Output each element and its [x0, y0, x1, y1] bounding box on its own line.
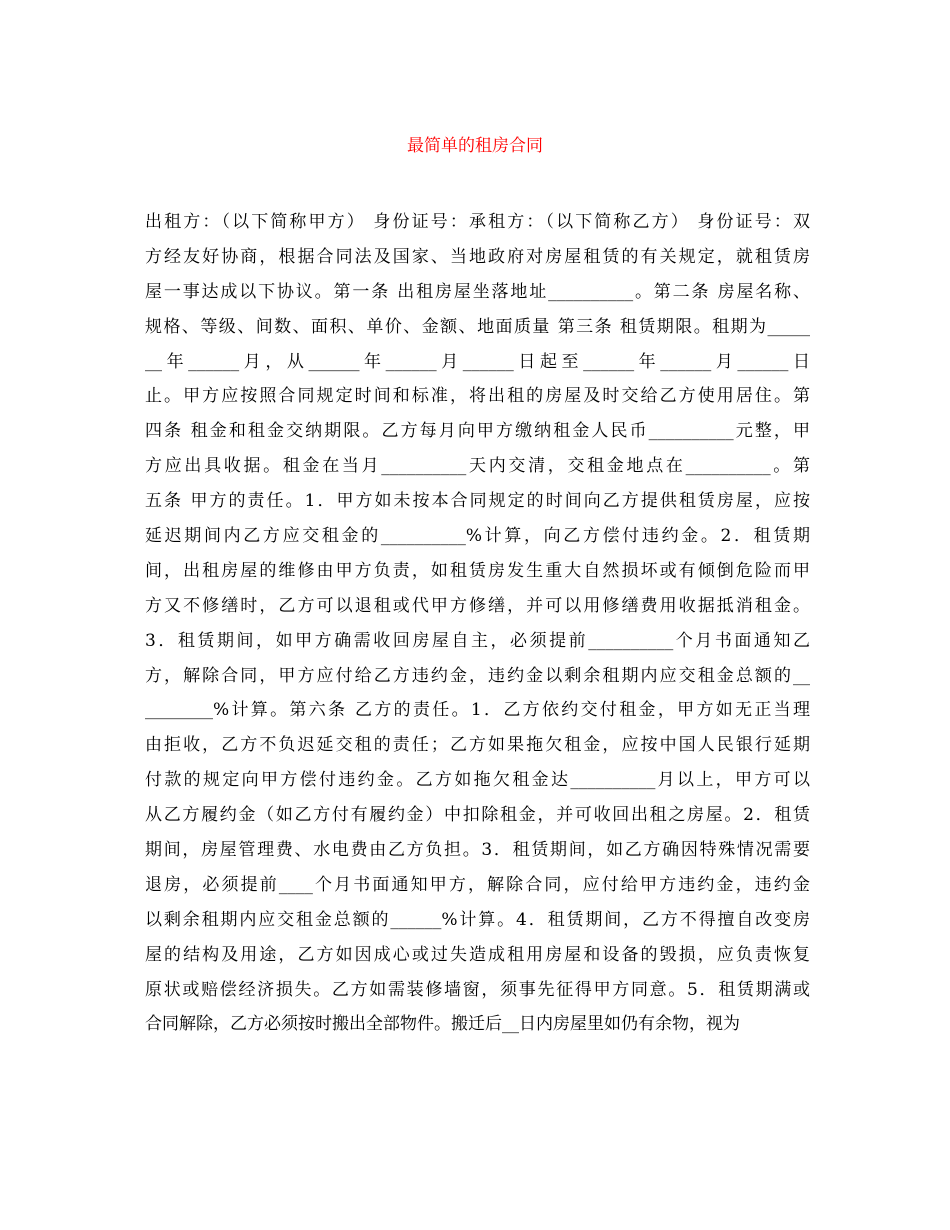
body-line: 从乙方履约金（如乙方付有履约金）中扣除租金，并可收回出租之房屋。2．租赁 — [145, 805, 810, 826]
body-line: 3．租赁期间，如甲方确需收回房屋自主，必须提前__________个月书面通知乙 — [145, 630, 810, 651]
body-line: 方经友好协商，根据合同法及国家、当地政府对房屋租赁的有关规定，就租赁房 — [145, 246, 810, 267]
body-line: 退房，必须提前____个月书面通知甲方，解除合同，应付给甲方违约金，违约金 — [145, 874, 810, 895]
body-line: 付款的规定向甲方偿付违约金。乙方如拖欠租金达__________月以上，甲方可以 — [145, 770, 810, 791]
body-line: 原状或赔偿经济损失。乙方如需装修墙窗，须事先征得甲方同意。5．租赁期满或 — [145, 979, 810, 1000]
body-line: 止。甲方应按照合同规定时间和标准，将出租的房屋及时交给乙方使用居住。第 — [145, 386, 810, 407]
body-line: 以剩余租期内应交租金总额的______%计算。4．租赁期间，乙方不得擅自改变房 — [145, 909, 810, 930]
body-line: 屋一事达成以下协议。第一条 出租房屋坐落地址__________。第二条 房屋名称、 — [145, 281, 810, 302]
body-line: 间，出租房屋的维修由甲方负责，如租赁房发生重大自然损坏或有倾倒危险而甲 — [145, 560, 810, 581]
document-title: 最简单的租房合同 — [407, 136, 543, 156]
body-line: __年______月，从______年______月______日起至______年______月______日 — [145, 351, 810, 372]
body-line: 延迟期间内乙方应交租金的__________%计算，向乙方偿付违约金。2．租赁期 — [145, 526, 810, 547]
body-line: 四条 租金和租金交纳期限。乙方每月向甲方缴纳租金人民币__________元整，甲 — [145, 421, 810, 442]
body-line: 方，解除合同，甲方应付给乙方违约金，违约金以剩余租期内应交租金总额的__ — [145, 665, 810, 686]
body-line: 屋的结构及用途，乙方如因成心或过失造成租用房屋和设备的毁损，应负责恢复 — [145, 944, 810, 965]
body-line: 期间，房屋管理费、水电费由乙方负担。3．租赁期间，如乙方确因特殊情况需要 — [145, 840, 810, 861]
body-line: ________%计算。第六条 乙方的责任。1．乙方依约交付租金，甲方如无正当理 — [145, 700, 810, 721]
body-line: 规格、等级、间数、面积、单价、金额、地面质量 第三条 租赁期限。租期为_____ — [145, 316, 810, 337]
body-line: 方应出具收据。租金在当月__________天内交清，交租金地点在__________。第 — [145, 456, 810, 477]
body-line: 出租方：（以下简称甲方） 身份证号：承租方：（以下简称乙方） 身份证号：双 — [145, 212, 810, 232]
body-line: 由拒收，乙方不负迟延交租的责任；乙方如果拖欠租金，应按中国人民银行延期 — [145, 735, 810, 756]
body-line: 五条 甲方的责任。1．甲方如未按本合同规定的时间向乙方提供租赁房屋，应按 — [145, 491, 810, 512]
contract-body — [145, 205, 810, 1042]
body-line: 合同解除，乙方必须按时搬出全部物件。搬迁后__日内房屋里如仍有余物，视为 — [145, 1014, 740, 1035]
body-line: 方又不修缮时，乙方可以退租或代甲方修缮，并可以用修缮费用收据抵消租金。 — [145, 595, 810, 616]
